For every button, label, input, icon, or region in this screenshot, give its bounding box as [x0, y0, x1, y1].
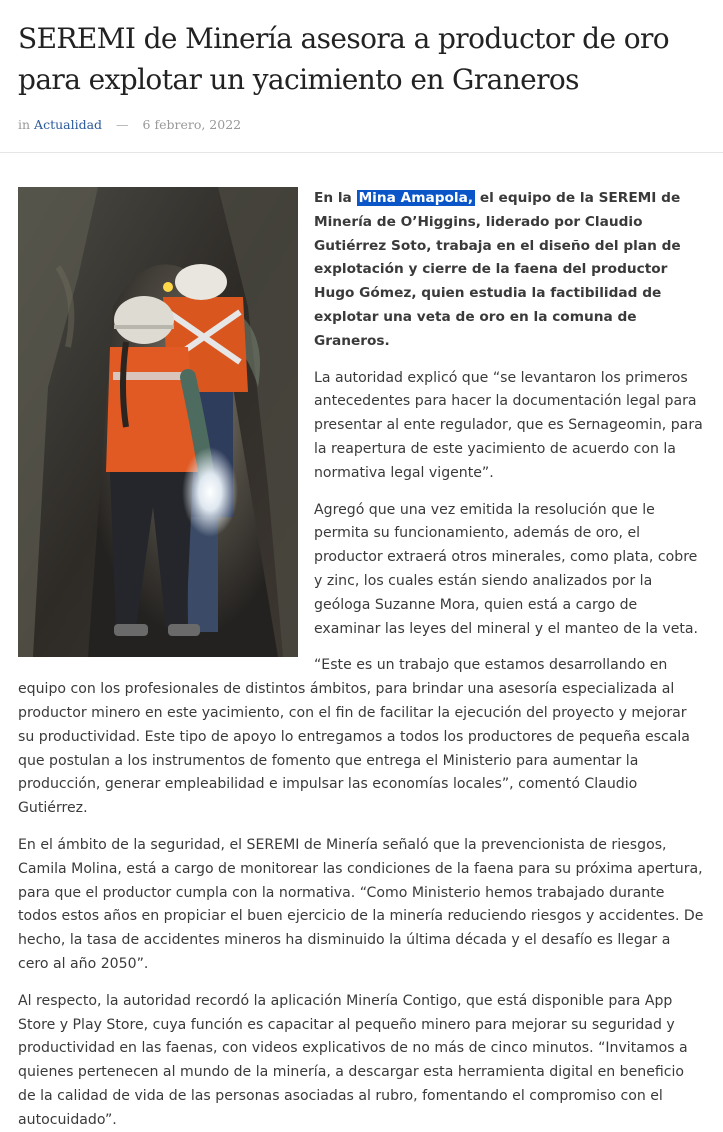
article-date: 6 febrero, 2022	[142, 117, 242, 132]
lead-after: el equipo de la SEREMI de Minería de O’Higgins, liderado por Claudio Gutiérrez Soto, trabaja en el diseño del plan de explotación y cierre de la faena del productor Hugo Gómez, quien estudia la factibilidad de explotar una veta de oro en la comuna de Graneros.	[314, 190, 681, 349]
article-header	[0, 0, 723, 132]
body-paragraph-5: Al respecto, la autoridad recordó la aplicación Minería Contigo, que está disponible para App Store y Play Store, cuya función es capacitar al pequeño minero para mejorar su seguridad y productividad en las faenas, con videos explicativos de no más de cinco minutos. “Invitamos a quienes pertenecen al mundo de la minería, a descargar esta herramienta digital en beneficio de la calidad de vida de las personas asociadas al rubro, fomentando el compromiso con el autocuidado”.	[18, 992, 688, 1128]
body-paragraph-3: “Este es un trabajo que estamos desarrollando en equipo con los profesionales de distintos ámbitos, para brindar una asesoría especializada al productor minero en este yacimiento, con el fin de facilitar la ejecución del proyecto y mejorar su productividad. Este tipo de apoyo lo entregamos a todos los productores de pequeña escala que postulan a los instrumentos de fomento que entrega el Ministerio para aumentar la producción, generar empleabilidad e impulsar las economías locales”, comentó Claudio Gutiérrez.	[18, 657, 690, 817]
mine-photo-icon	[18, 187, 298, 657]
lead-before: En la	[314, 190, 352, 206]
article-body	[0, 153, 723, 1132]
body-paragraph-2: Agregó que una vez emitida la resolución que le permita su funcionamiento, además de oro, el productor extraerá otros minerales, como plata, cobre y zinc, los cuales están siendo analizados por la geóloga Suzanne Mora, quien está a cargo de examinar las leyes del mineral y el manteo de la veta.	[314, 501, 699, 637]
body-paragraph-4: En el ámbito de la seguridad, el SEREMI de Minería señaló que la prevencionista de riesgos, Camila Molina, está a cargo de monitorear las condiciones de la faena para su próxima apertura, para que el productor cumpla con la normativa. “Como Ministerio hemos trabajado durante todos estos años en propiciar el buen ejercicio de la minería reduciendo riesgos y accidentes. De hecho, la tasa de accidentes mineros ha disminuido la última década y el desafío es llegar a cero al año 2050”.	[18, 836, 704, 972]
article-meta	[18, 117, 705, 132]
meta-separator: —	[116, 117, 129, 132]
meta-in-label: in	[18, 117, 31, 132]
category-link[interactable]: Actualidad	[34, 117, 103, 132]
highlighted-mine-name[interactable]: Mina Amapola,	[358, 190, 474, 206]
body-paragraph-1: La autoridad explicó que “se levantaron los primeros antecedentes para hacer la documentación legal para presentar al ente regulador, que es Sernageomin, para la reapertura de este yacimiento de acuerdo con la normativa legal vigente”.	[314, 369, 703, 481]
article-title: SEREMI de Minería asesora a productor de oro para explotar un yacimiento en Graneros	[18, 22, 670, 96]
